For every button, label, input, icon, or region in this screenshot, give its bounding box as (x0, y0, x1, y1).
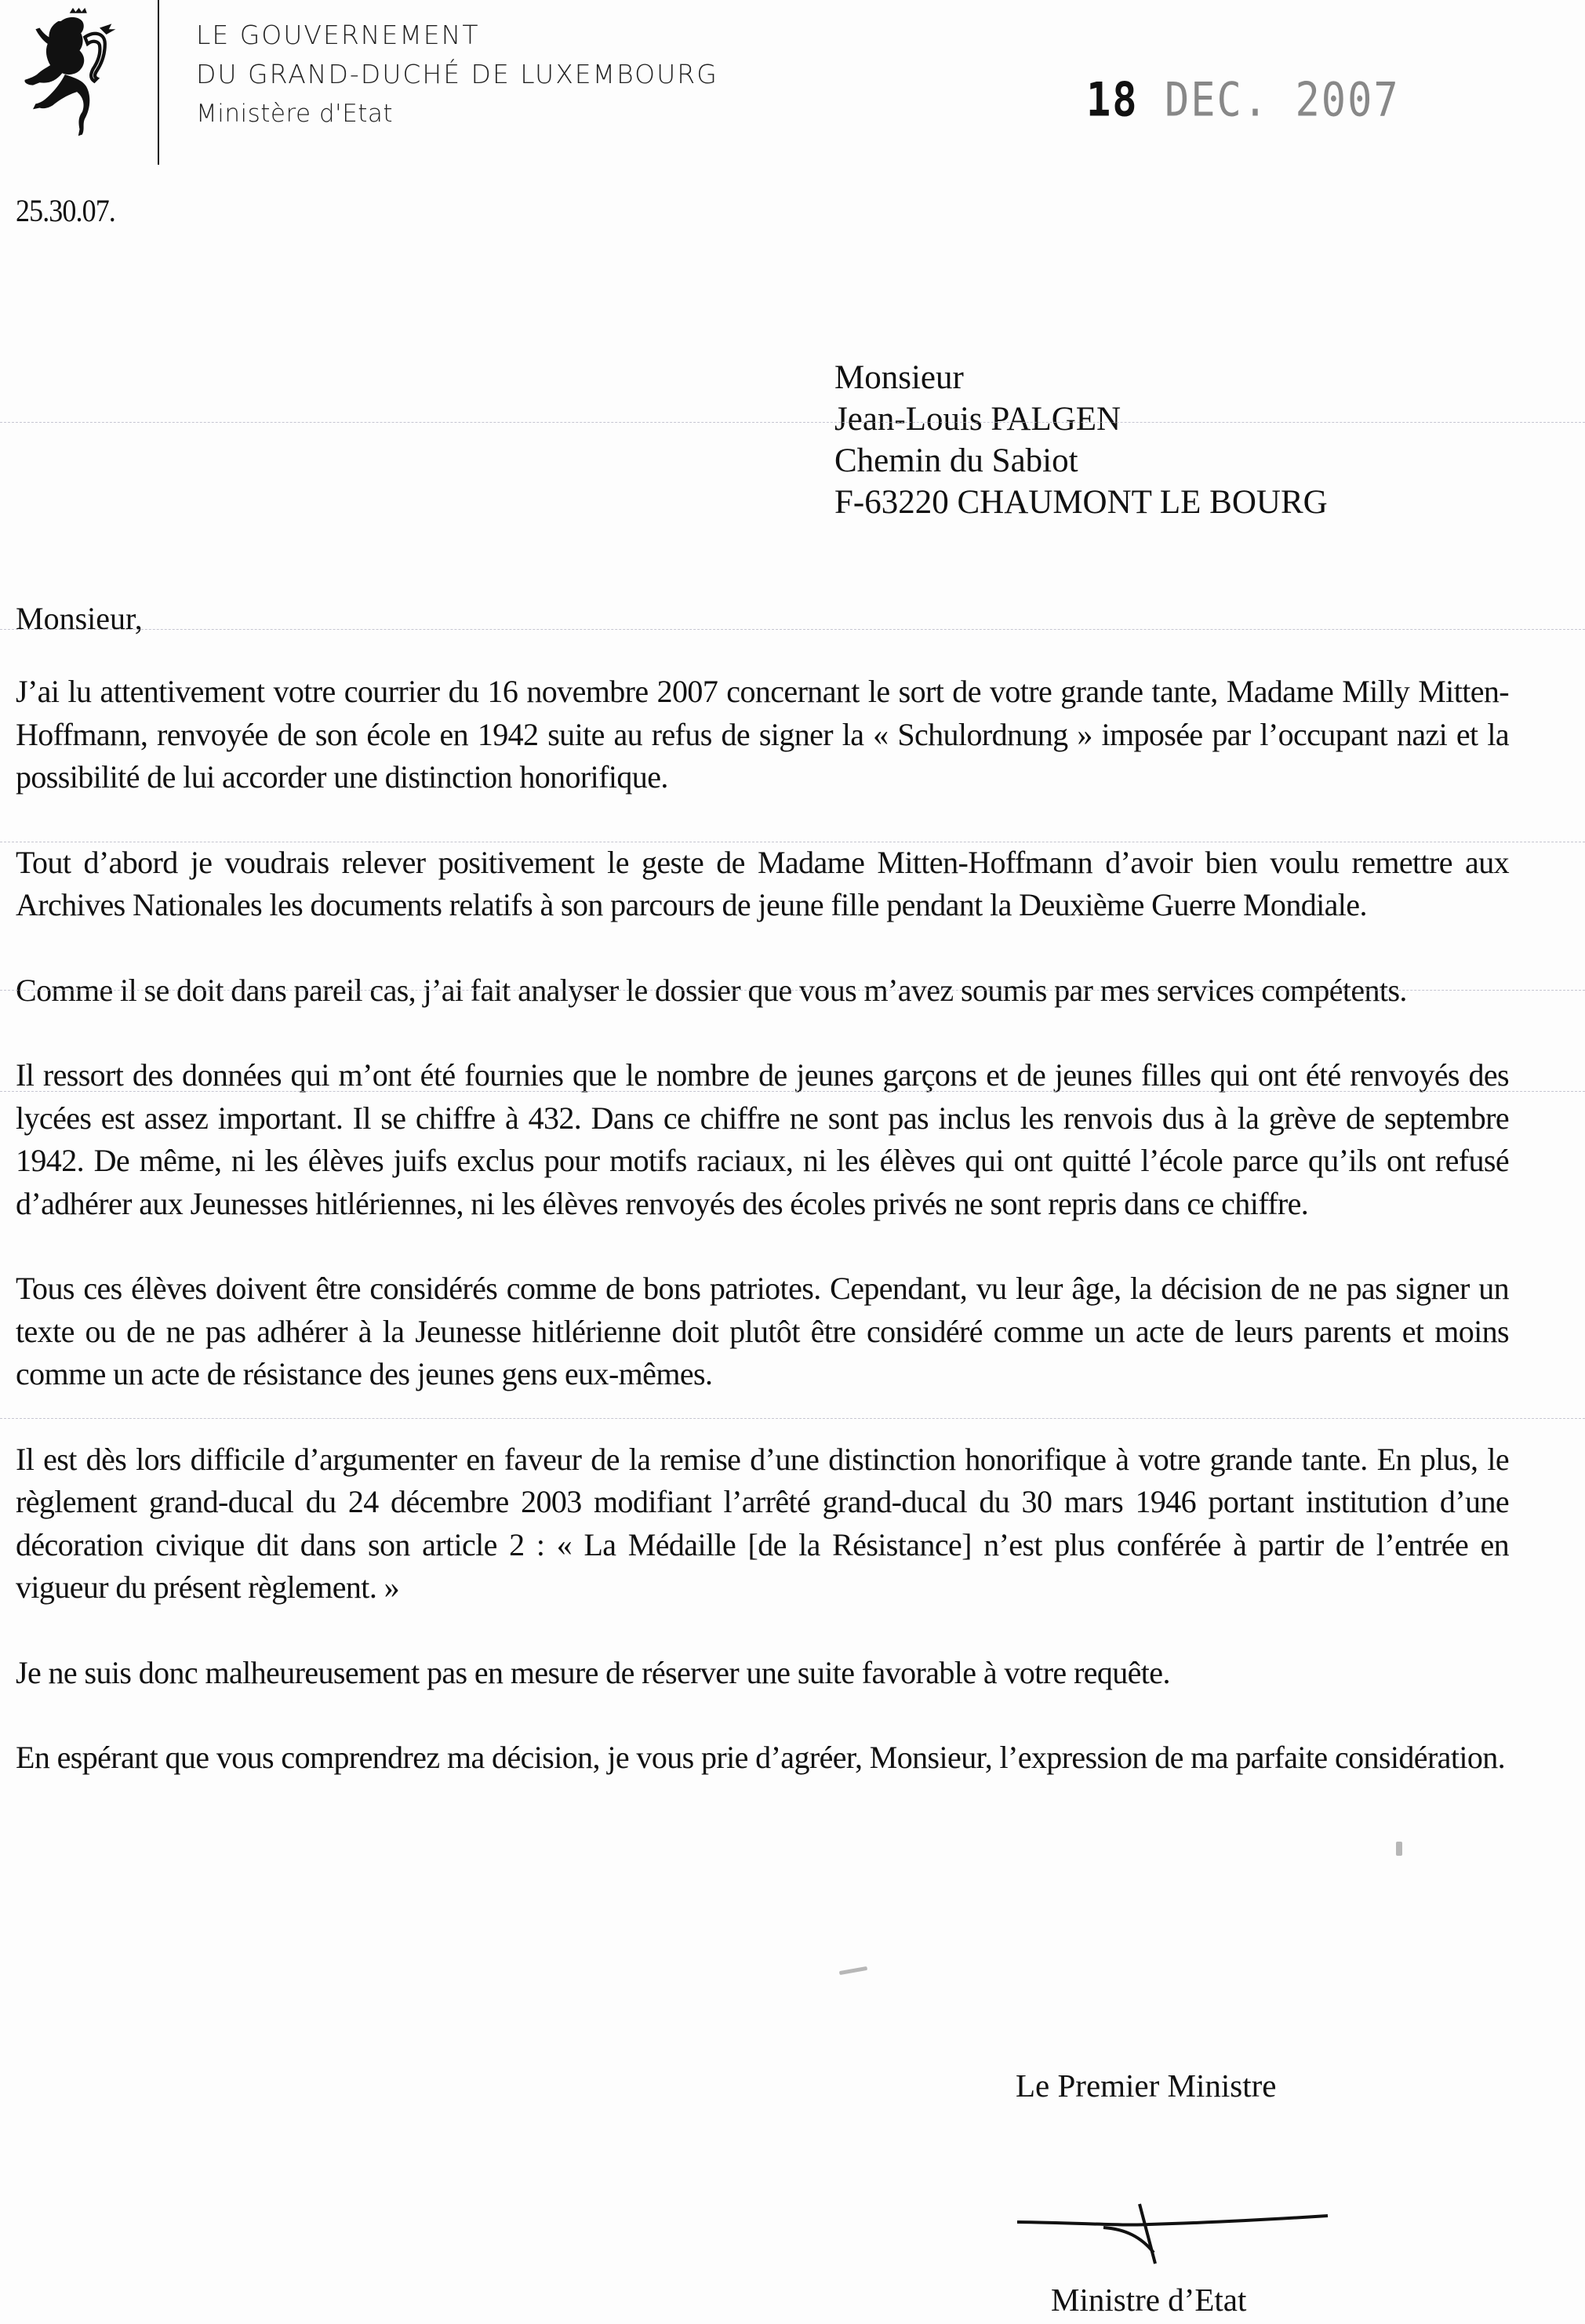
ministry-name: Ministère d'Etat (196, 100, 394, 128)
scan-artifact-line (0, 990, 1585, 991)
body-paragraph: Tous ces élèves doivent être considérés comme de bons patriotes. Cependant, vu leur âge, la décision de ne pas signer un texte ou de ne pas adhérer à la Jeunesse hitlérienne doit plutôt être considéré comme un acte de leurs parents et moins comme un acte de résistance des jeunes gens eux-mêmes. (16, 1271, 1509, 1391)
received-date-stamp (1086, 74, 1400, 128)
reference-number: 25.30.07. (16, 193, 115, 228)
recipient-address (834, 357, 1328, 523)
body-paragraph: J’ai lu attentivement votre courrier du 16 novembre 2007 concernant le sort de votre grande tante, Madame Milly Mitten-Hoffmann, renvoyée de son école en 1942 suite au refus de signer la « Schulordnung » imposée par l’occupant nazi et la possibilité de lui accorder une distinction honorifique. (16, 674, 1509, 795)
recipient-name: Jean-Louis PALGEN (834, 401, 1121, 438)
signatory-role: Ministre d’Etat (1051, 2282, 1247, 2318)
letterhead (196, 16, 718, 133)
scan-artifact-line (0, 629, 1585, 630)
signatory-title: Le Premier Ministre (1016, 2068, 1277, 2104)
letter-body (16, 671, 1509, 1822)
body-paragraph: Comme il se doit dans pareil cas, j’ai fait analyser le dossier que vous m’avez soumis par mes services compétents. (16, 972, 1407, 1008)
scan-artifact-line (0, 422, 1585, 423)
government-name-line2: DU GRAND-DUCHÉ DE LUXEMBOURG (196, 59, 718, 89)
body-paragraph: Il est dès lors difficile d’argumenter en faveur de la remise d’une distinction honorifique à votre grande tante. En plus, le règlement grand-ducal du 24 décembre 2003 modifiant l’arrêté grand-ducal du 30 mars 1946 portant institution d’une décoration civique dit dans son article 2 : « La Médaille [de la Résistance] n’est plus conférée à partir de l’entrée en vigueur du présent règlement. » (16, 1441, 1509, 1605)
recipient-title: Monsieur (834, 359, 964, 396)
scan-speck (1396, 1842, 1402, 1856)
stamp-month-year: DEC. 2007 (1164, 73, 1400, 128)
letterhead-divider (158, 0, 159, 165)
body-paragraph: En espérant que vous comprendrez ma décision, je vous prie d’agréer, Monsieur, l’expression de ma parfaite considération. (16, 1740, 1506, 1775)
body-paragraph: Tout d’abord je voudrais relever positivement le geste de Madame Mitten-Hoffmann d’avoir bien voulu remettre aux Archives Nationales les documents relatifs à son parcours de jeune fille pendant la Deuxième Guerre Mondiale. (16, 844, 1509, 922)
handwritten-signature (1016, 2202, 1329, 2265)
salutation: Monsieur, (16, 601, 143, 636)
stamp-day: 18 (1086, 73, 1139, 128)
body-paragraph: Il ressort des données qui m’ont été fournies que le nombre de jeunes garçons et de jeunes filles qui ont été renvoyés des lycées est assez important. Il se chiffre à 432. Dans ce chiffre ne sont pas inclus les renvois dus à la grève de septembre 1942. De même, ni les élèves juifs exclus pour motifs raciaux, ni les élèves qui ont quitté l’école parce qu’ils ont refusé d’adhérer aux Jeunesses hitlériennes, ni les élèves renvoyés des écoles privés ne sont repris dans ce chiffre. (16, 1057, 1509, 1221)
recipient-city: F-63220 CHAUMONT LE BOURG (834, 484, 1328, 521)
scan-artifact-line (0, 1418, 1585, 1419)
luxembourg-lion-emblem-icon (6, 0, 140, 149)
body-paragraph: Je ne suis donc malheureusement pas en mesure de réserver une suite favorable à votre requête. (16, 1654, 1170, 1690)
government-name-line1: LE GOUVERNEMENT (196, 20, 480, 50)
recipient-street: Chemin du Sabiot (834, 442, 1078, 479)
scan-speck (839, 1966, 867, 1975)
scan-artifact-line (0, 1091, 1585, 1092)
